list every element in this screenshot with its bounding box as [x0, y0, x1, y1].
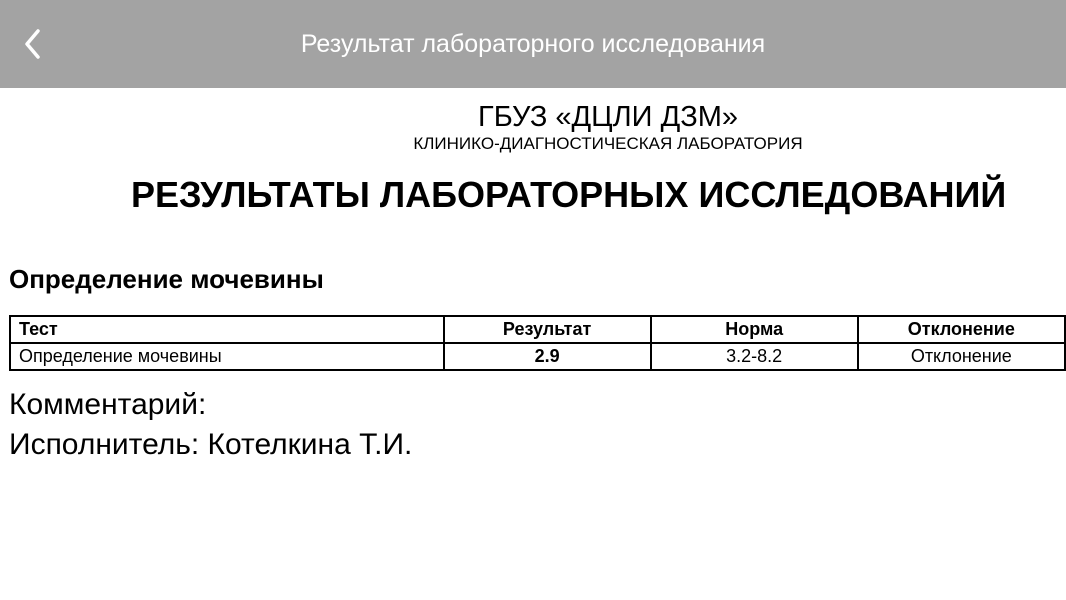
header-deviation: Отклонение	[858, 316, 1065, 343]
cell-test: Определение мочевины	[10, 343, 444, 370]
navigation-bar	[0, 0, 1066, 88]
cell-result: 2.9	[444, 343, 651, 370]
table-header-row	[10, 316, 1065, 343]
lab-report	[0, 88, 1066, 600]
cell-deviation: Отклонение	[858, 343, 1065, 370]
cell-norm: 3.2-8.2	[651, 343, 858, 370]
table-row	[10, 343, 1065, 370]
header-norm: Норма	[651, 316, 858, 343]
header-test: Тест	[10, 316, 444, 343]
report-title: РЕЗУЛЬТАТЫ ЛАБОРАТОРНЫХ ИССЛЕДОВАНИЙ	[131, 174, 1007, 215]
page-title: Результат лабораторного исследования	[300, 30, 766, 58]
results-table	[9, 315, 1066, 371]
performer-text: Исполнитель: Котелкина Т.И.	[9, 428, 413, 461]
section-title: Определение мочевины	[9, 264, 324, 294]
comment-label: Комментарий:	[9, 388, 207, 421]
organization-name: ГБУЗ «ДЦЛИ ДЗМ»	[477, 101, 739, 133]
header-result: Результат	[444, 316, 651, 343]
laboratory-name: КЛИНИКО-ДИАГНОСТИЧЕСКАЯ ЛАБОРАТОРИЯ	[413, 134, 803, 153]
